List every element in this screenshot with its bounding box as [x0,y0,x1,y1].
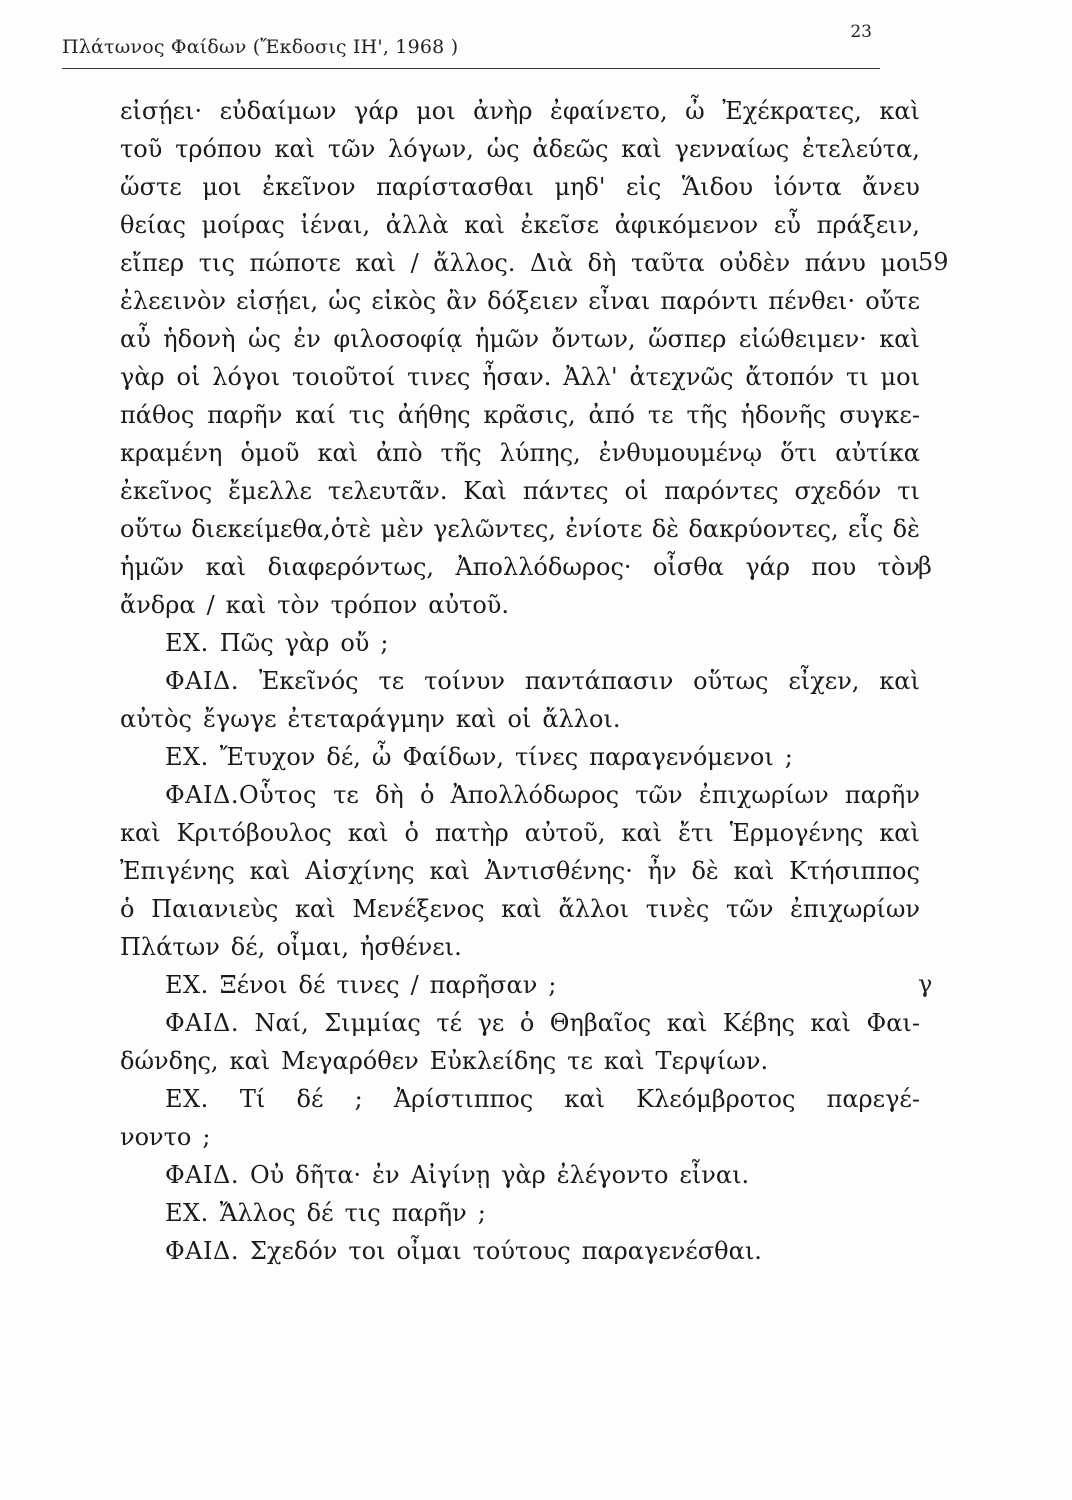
text-line: ἐκεῖνος ἔμελλε τελευτᾶν. Καὶ πάντες οἱ παρόντες σχεδόν τι [120,477,920,505]
text-line: ΦΑΙΔ. Ναί, Σιμμίας τέ γε ὁ Θηβαῖος καὶ Κέβης καὶ Φαι- [165,1009,920,1037]
text-line: ΕΧ. Τί δέ ; Ἀρίστιππος καὶ Κλεόμβροτος παρεγέ- [165,1085,920,1113]
margin-marker: γ [918,970,933,998]
text-line: ΕΧ. Ἔτυχον δέ, ὦ Φαίδων, τίνες παραγενόμενοι ; [165,743,793,771]
text-line: ΕΧ. Πῶς γὰρ οὔ ; [165,629,389,657]
text-line: γὰρ οἱ λόγοι τοιοῦτοί τινες ἦσαν. Ἀλλ' ἀτεχνῶς ἄτοπόν τι μοι [120,363,920,391]
margin-marker: β [918,552,932,580]
text-line: κραμένη ὁμοῦ καὶ ἀπὸ τῆς λύπης, ἐνθυμουμένῳ ὅτι αὐτίκα [120,439,920,467]
text-line: ἐλεεινὸν εἰσῄει, ὡς εἰκὸς ἂν δόξειεν εἶναι παρόντι πένθει· οὔτε [120,287,920,315]
text-line: ΦΑΙΔ.Οὗτος τε δὴ ὁ Ἀπολλόδωρος τῶν ἐπιχωρίων παρῆν [165,781,920,809]
text-line: θείας μοίρας ἰέναι, ἀλλὰ καὶ ἐκεῖσε ἀφικόμενον εὖ πράξειν, [120,211,920,239]
page-number: 23 [850,22,872,42]
text-line: οὕτω διεκείμεθα,ὁτὲ μὲν γελῶντες, ἐνίοτε δὲ δακρύοντες, εἷς δὲ [120,515,920,543]
text-line: Πλάτων δέ, οἶμαι, ἠσθένει. [120,933,462,961]
text-line: αὖ ἡδονὴ ὡς ἐν φιλοσοφίᾳ ἡμῶν ὄντων, ὥσπερ εἰώθειμεν· καὶ [120,325,920,353]
text-line: πάθος παρῆν καί τις ἀήθης κρᾶσις, ἀπό τε τῆς ἡδονῆς συγκε- [120,401,920,429]
text-line: ΕΧ. Ξένοι δέ τινες / παρῆσαν ; [165,971,557,999]
text-line: ΦΑΙΔ. Οὐ δῆτα· ἐν Αἰγίνῃ γὰρ ἐλέγοντο εἶναι. [165,1161,750,1189]
text-line: ἡμῶν καὶ διαφερόντως, Ἀπολλόδωρος· οἶσθα γάρ που τὸν [120,553,920,581]
text-line: ΕΧ. Ἄλλος δέ τις παρῆν ; [165,1199,486,1227]
text-line: Ἐπιγένης καὶ Αἰσχίνης καὶ Ἀντισθένης· ἦν δὲ καὶ Κτήσιππος [120,857,920,885]
body-text [120,92,920,1270]
text-line: ΦΑΙΔ. Ἐκεῖνός τε τοίνυν παντάπασιν οὕτως εἶχεν, καὶ [165,667,920,695]
running-title: Πλάτωνος Φαίδων (Ἔκδοσις ΙΗ', 1968 ) [62,36,459,58]
text-line: αὐτὸς ἔγωγε ἐτεταράγμην καὶ οἱ ἄλλοι. [120,705,621,733]
text-line: ὁ Παιανιεὺς καὶ Μενέξενος καὶ ἄλλοι τινὲς τῶν ἐπιχωρίων [120,895,920,923]
text-line: εἴπερ τις πώποτε καὶ / ἄλλος. Διὰ δὴ ταῦτα οὐδὲν πάνυ μοι [120,249,920,277]
text-line: ἄνδρα / καὶ τὸν τρόπον αὐτοῦ. [120,591,510,619]
text-line: εἰσῄει· εὐδαίμων γάρ μοι ἀνὴρ ἐφαίνετο, ὦ Ἐχέκρατες, καὶ [120,97,920,125]
margin-marker: 59 [918,248,949,276]
page-header [62,22,880,70]
text-line: καὶ Κριτόβουλος καὶ ὁ πατὴρ αὐτοῦ, καὶ ἔτι Ἑρμογένης καὶ [120,819,920,847]
text-line: ΦΑΙΔ. Σχεδόν τοι οἶμαι τούτους παραγενέσθαι. [165,1237,762,1265]
text-line: ὥστε μοι ἐκεῖνον παρίστασθαι μηδ' εἰς Ἅιδου ἰόντα ἄνευ [120,173,920,201]
text-line: δώνδης, καὶ Μεγαρόθεν Εὐκλείδης τε καὶ Τερψίων. [120,1047,769,1075]
text-line: νοντο ; [120,1123,211,1151]
text-line: τοῦ τρόπου καὶ τῶν λόγων, ὡς ἀδεῶς καὶ γενναίως ἐτελεύτα, [120,135,920,163]
header-rule [62,68,880,69]
